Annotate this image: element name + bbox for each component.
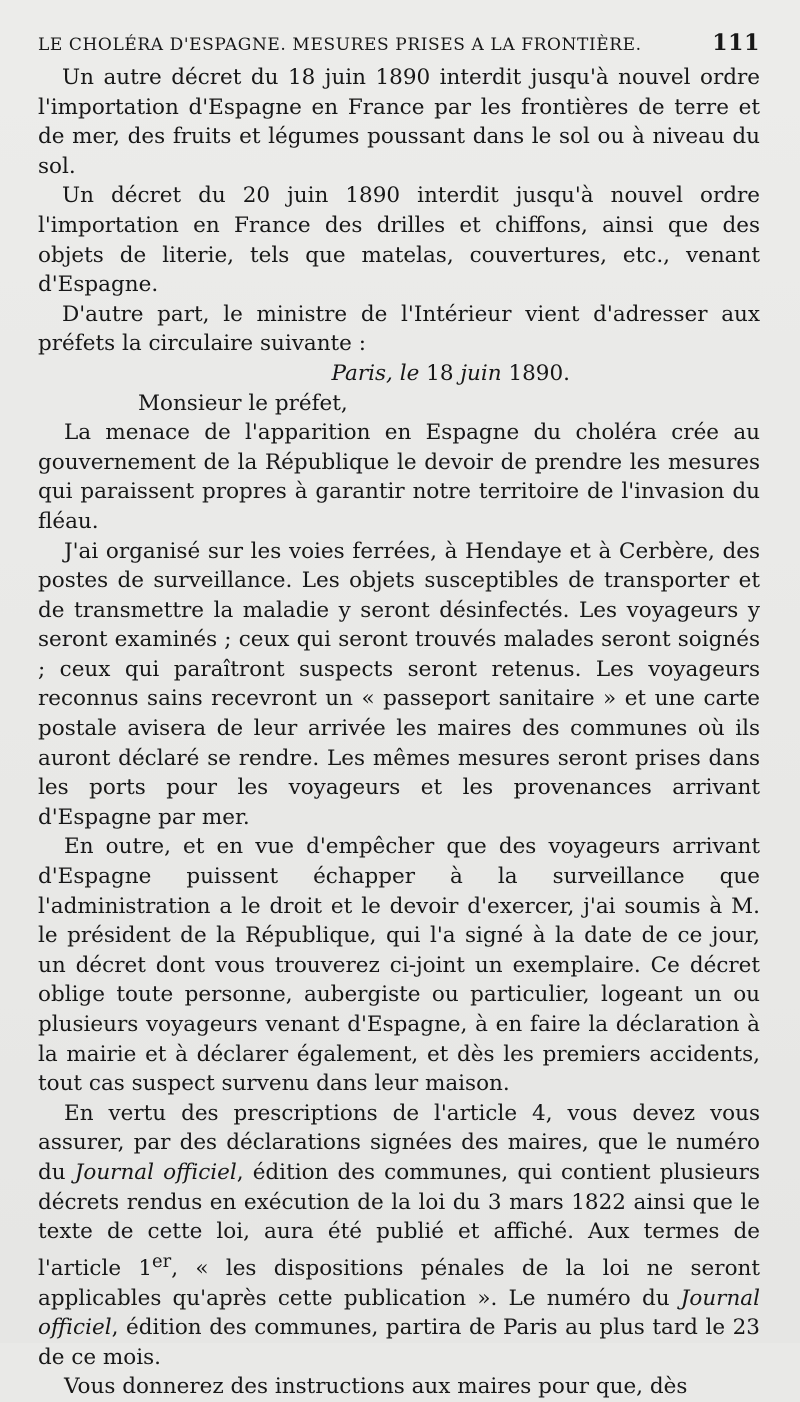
letter-salutation: Monsieur le préfet, bbox=[138, 390, 348, 416]
article4-text-a: En vertu des prescriptions de l'article 4, vous devez vous assurer, par des déclarations signées des maires, que le numéro du bbox=[38, 1100, 760, 1185]
body-text bbox=[38, 63, 760, 1402]
article-ordinal-suffix: er bbox=[152, 1250, 172, 1272]
letter-paragraph-surveillance: J'ai organisé sur les voies ferrées, à Hendaye et à Cerbère, des postes de surveillance. Les objets susceptibles de transporter et de transmettre la maladie y seront désinfectés. Les voyageurs y seront examinés ; ceux qui seront trouvés malades seront soignés ; ceux qui paraîtront suspects seront retenus. Les voyageurs reconnus sains recevront un « passeport sanitaire » et une carte postale avisera de leur arrivée les maires des communes où ils auront déclaré se rendre. Les mêmes mesures seront prises dans les ports pour les voyageurs et les provenances arrivant d'Espagne par mer. bbox=[38, 538, 760, 830]
dateline-year: 1890. bbox=[508, 360, 570, 386]
letter-dateline bbox=[38, 359, 760, 389]
journal-officiel-ref-1: Journal officiel bbox=[74, 1159, 237, 1185]
journal-officiel-ref-2: Journal officiel bbox=[38, 1285, 760, 1341]
article4-text-b: , édition des communes, qui contient plusieurs décrets rendus en exécution de la loi du 3 mars 1822 ainsi que le texte de cette loi, aura été publié et affiché. Aux termes de l'article 1 bbox=[38, 1159, 760, 1281]
letter-paragraph-threat: La menace de l'apparition en Espagne du choléra crée au gouvernement de la République le devoir de prendre les mesures qui paraissent propres à garantir notre territoire de l'invasion du fléau. bbox=[38, 420, 760, 534]
paragraph-decree-fruits: Un autre décret du 18 juin 1890 interdit jusqu'à nouvel ordre l'importation d'Espagne en France par les frontières de terre et de mer, des fruits et légumes poussant dans le sol ou à niveau du sol. bbox=[38, 65, 760, 179]
page-number: 111 bbox=[712, 30, 760, 56]
article4-text-d: , édition des communes, partira de Paris au plus tard le 23 de ce mois. bbox=[38, 1315, 760, 1370]
circular-letter bbox=[38, 359, 760, 1402]
paragraph-decree-rags: Un décret du 20 juin 1890 interdit jusqu'à nouvel ordre l'importation en France des drilles et chiffons, ainsi que des objets de literie, tels que matelas, couvertures, etc., venant d'Espagne. bbox=[38, 183, 760, 298]
dateline-place: Paris, le bbox=[331, 360, 420, 386]
letter-paragraph-instructions: Vous donnerez des instructions aux maires pour que, dès bbox=[64, 1374, 688, 1400]
article4-text-c: , « les dispositions pénales de la loi ne seront applicables qu'après cette publication ». Le numéro du bbox=[38, 1255, 760, 1311]
paragraph-circular-intro: D'autre part, le ministre de l'Intérieur vient d'adresser aux préfets la circulaire suivante : bbox=[38, 301, 760, 357]
running-title: LE CHOLÉRA D'ESPAGNE. MESURES PRISES A LA FRONTIÈRE. bbox=[38, 35, 642, 55]
dateline-day: 18 bbox=[426, 360, 454, 386]
letter-paragraph-article4 bbox=[38, 1099, 760, 1373]
running-head bbox=[38, 30, 760, 56]
dateline-month: juin bbox=[460, 360, 502, 386]
letter-paragraph-decree: En outre, et en vue d'empêcher que des voyageurs arrivant d'Espagne puissent échapper à la surveillance que l'administration a le droit et le devoir d'exercer, j'ai soumis à M. le président de la République, qui l'a signé à la date de ce jour, un décret dont vous trouverez ci-joint un exemplaire. Ce décret oblige toute personne, aubergiste ou particulier, logeant un ou plusieurs voyageurs venant d'Espagne, à en faire la déclaration à la mairie et à déclarer également, et dès les premiers accidents, tout cas suspect survenu dans leur maison. bbox=[38, 834, 760, 1097]
